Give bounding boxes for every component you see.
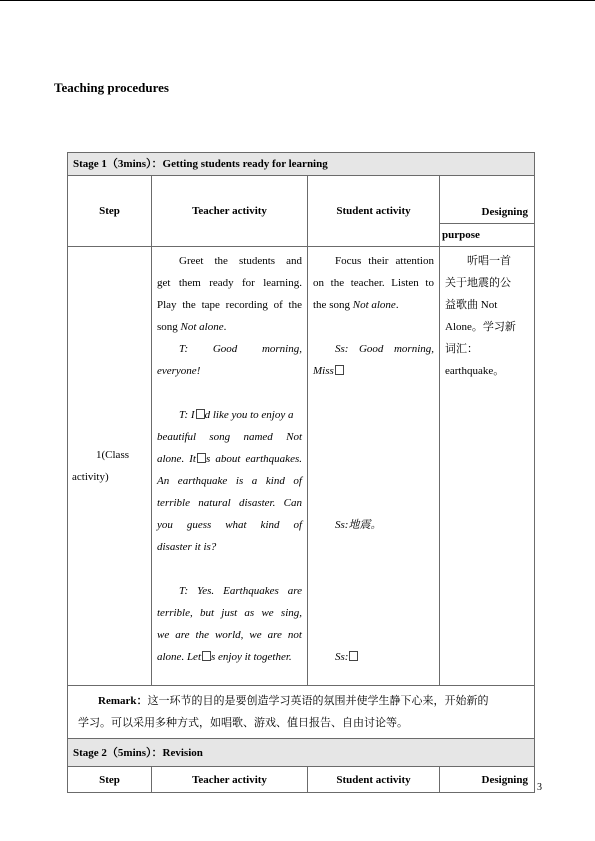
student-intro-line3: the song Not alone. [313, 299, 399, 311]
teacher-prompt-line2: beautiful song named Not [157, 431, 302, 443]
teacher-closing-line4: alone. Let s enjoy it together. [157, 651, 292, 663]
missing-glyph-icon [197, 453, 206, 463]
purpose-line1: 听唱一首 [467, 255, 511, 267]
step-label-line1: 1(Class [96, 449, 129, 461]
stage2-header-student: Student activity [308, 767, 440, 793]
stage1-title: Stage 1（3mins）：Getting students ready for learning [68, 153, 535, 176]
teacher-activity-cell [152, 247, 308, 686]
missing-glyph-icon [202, 651, 211, 661]
remark-label: Remark： [98, 695, 148, 707]
teacher-song-prompt [157, 404, 302, 558]
stage1-activity-row [68, 247, 535, 686]
teacher-closing-line1: T: Yes. Earthquakes are [179, 585, 302, 597]
student-intro-line2: on the teacher. Listen to [313, 277, 434, 289]
header-teacher-activity: Teacher activity [152, 176, 308, 247]
stage1-remark-row [68, 686, 535, 739]
stage1-title-row [68, 153, 535, 176]
teacher-greeting-line2: everyone! [157, 365, 201, 377]
header-step: Step [68, 176, 152, 247]
purpose-line2: 关于地震的公 [445, 277, 511, 289]
stage1-header-row [68, 176, 535, 224]
teacher-prompt-line1: T: I d like you to enjoy a [179, 409, 294, 421]
stage2-title: Stage 2（5mins）：Revision [68, 739, 535, 767]
header-student-activity: Student activity [308, 176, 440, 247]
remark-line1 [78, 690, 524, 712]
missing-glyph-icon [196, 409, 205, 419]
procedures-table [67, 152, 535, 793]
teacher-closing-line2: terrible, but just as we sing, [157, 607, 302, 619]
step-label-line2: activity) [72, 471, 109, 483]
student-reply-line1: Ss: Good morning, [335, 343, 434, 355]
step-cell [68, 247, 152, 686]
stage2-header-teacher: Teacher activity [152, 767, 308, 793]
stage2-title-row [68, 739, 535, 767]
purpose-line4: Alone。学习新 [445, 321, 516, 333]
header-purpose: purpose [440, 224, 535, 247]
stage2-header-row [68, 767, 535, 793]
missing-glyph-icon [335, 365, 344, 375]
teacher-closing-line3: we are the world, we are not [157, 629, 302, 641]
student-reply-earthquake: Ss:地震。 [335, 519, 382, 531]
teacher-closing-prompt [157, 580, 302, 668]
teacher-intro-line2: get them ready for learning. [157, 277, 302, 289]
stage2-header-step: Step [68, 767, 152, 793]
student-activity-cell [308, 247, 440, 686]
remark-cell [68, 686, 535, 739]
page-number: 3 [537, 782, 542, 793]
teacher-prompt-line5: terrible natural disaster. Can [157, 497, 302, 509]
stage2-header-designing: Designing [440, 767, 535, 793]
teacher-intro-line1: Greet the students and [179, 255, 302, 267]
teacher-prompt-line4: An earthquake is a kind of [157, 475, 302, 487]
header-designing: Designing [440, 176, 535, 224]
remark-line2: 学习。可以采用多种方式，如唱歌、游戏、值日报告、自由讨论等。 [78, 717, 408, 729]
purpose-line5: 词汇： [445, 343, 478, 355]
student-reply-line2: Miss [313, 360, 434, 382]
missing-glyph-icon [349, 651, 358, 661]
teacher-prompt-line6: you guess what kind of [157, 519, 302, 531]
teacher-prompt-line7: disaster it is? [157, 541, 217, 553]
student-reply-final: Ss: [313, 646, 434, 668]
teacher-intro-line3: Play the tape recording of the [157, 299, 302, 311]
student-intro-line1: Focus their attention [335, 255, 434, 267]
purpose-line3: 益歌曲 Not [445, 299, 498, 311]
teacher-prompt-line3: alone. It s about earthquakes. [157, 453, 302, 465]
section-heading: Teaching procedures [54, 80, 169, 95]
teacher-greeting-line1: T: Good morning, [179, 343, 302, 355]
teacher-intro-line4: song Not alone. [157, 321, 227, 333]
top-rule [0, 0, 595, 1]
purpose-line6: earthquake。 [445, 365, 505, 377]
remark-text-1: 这一环节的目的是要创造学习英语的氛围并使学生静下心来，开始新的 [147, 695, 489, 707]
designing-purpose-cell [440, 247, 535, 686]
